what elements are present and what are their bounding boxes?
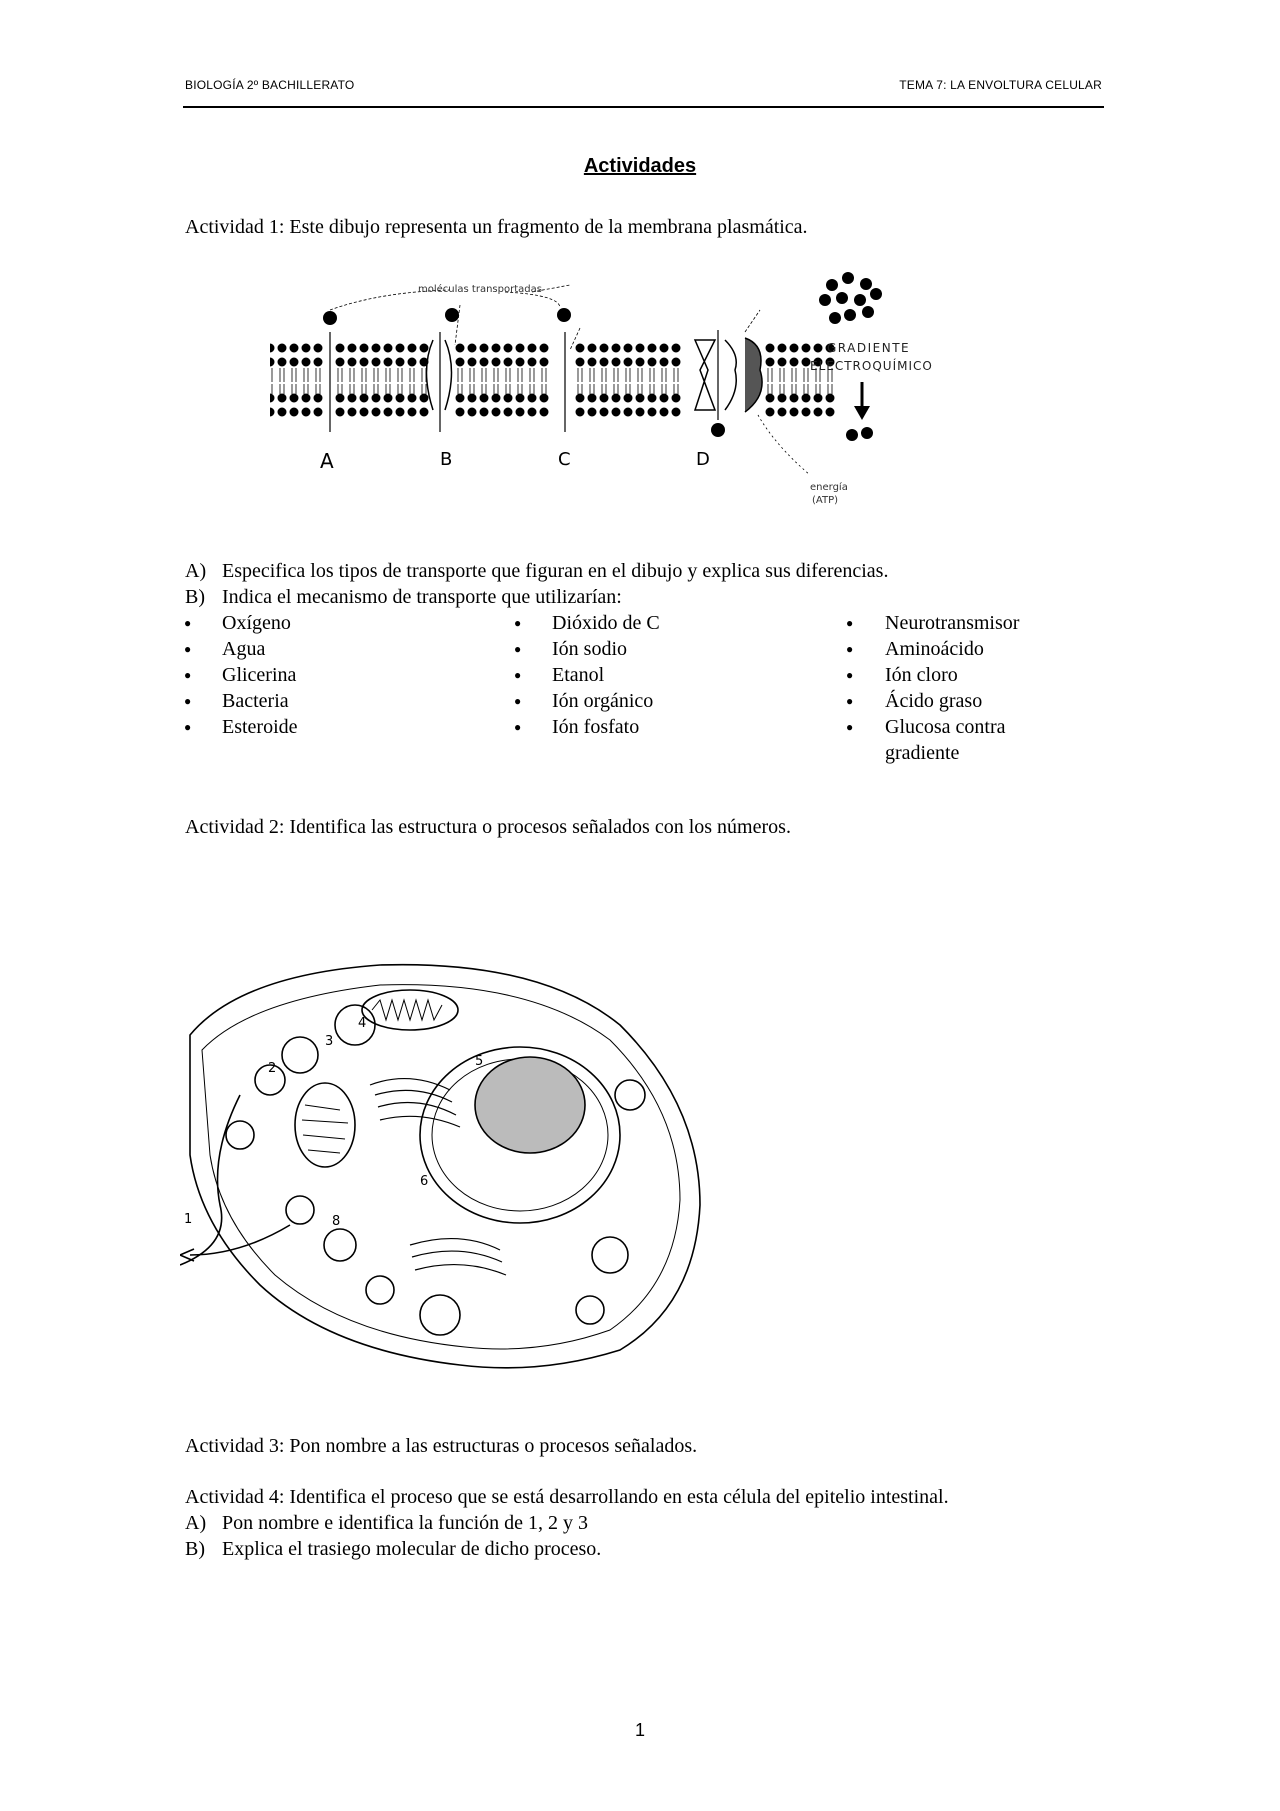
activity1-item-b-label: B) bbox=[185, 586, 205, 608]
list-item: Agua bbox=[222, 638, 266, 660]
activity4-item-b-text: Explica el trasiego molecular de dicho proceso. bbox=[222, 1538, 602, 1560]
header-subject: BIOLOGÍA 2º BACHILLERATO bbox=[185, 78, 355, 92]
list-item: Ión cloro bbox=[885, 664, 958, 686]
gradient-label-line1: GRADIENTE bbox=[827, 341, 911, 355]
list-item: Ácido graso bbox=[885, 690, 983, 712]
list-item: Dióxido de C bbox=[552, 612, 660, 634]
bullet-icon: ● bbox=[846, 668, 854, 682]
list-item: Etanol bbox=[552, 664, 605, 686]
energy-label-line2: (ATP) bbox=[812, 495, 839, 506]
transported-molecules bbox=[323, 308, 725, 437]
cell-label-1: 1 bbox=[184, 1212, 193, 1227]
header-divider bbox=[183, 106, 1104, 108]
activity4-item-a-text: Pon nombre e identifica la función de 1, 2 y 3 bbox=[222, 1512, 589, 1534]
cell-label-8: 8 bbox=[332, 1214, 341, 1229]
bullet-icon: ● bbox=[514, 720, 522, 734]
cell-label-4: 4 bbox=[358, 1016, 367, 1031]
list-item: Ión fosfato bbox=[552, 716, 640, 738]
page-title: Actividades bbox=[583, 155, 697, 177]
cell-diagram bbox=[180, 955, 720, 1375]
activity1-item-a-label: A) bbox=[185, 560, 207, 582]
label-a: A bbox=[320, 449, 334, 473]
bullet-icon: ● bbox=[514, 616, 522, 630]
activity4-item-b-label: B) bbox=[185, 1538, 205, 1560]
transported-molecules-label: moléculas transportadas bbox=[418, 284, 542, 295]
list-item-continuation: gradiente bbox=[885, 742, 960, 764]
bullet-icon: ● bbox=[184, 616, 192, 630]
cell-label-6: 6 bbox=[420, 1174, 429, 1189]
list-item: Esteroide bbox=[222, 716, 298, 738]
bullet-icon: ● bbox=[184, 668, 192, 682]
list-item: Ión orgánico bbox=[552, 690, 654, 712]
list-item: Bacteria bbox=[222, 690, 289, 712]
activity2-statement: Actividad 2: Identifica las estructura o procesos señalados con los números. bbox=[185, 816, 791, 838]
activity1-item-b-text: Indica el mecanismo de transporte que utilizarían: bbox=[222, 586, 622, 608]
activity4-item-a-label: A) bbox=[185, 1512, 207, 1534]
energy-label-line1: energía bbox=[810, 482, 848, 493]
list-item: Glicerina bbox=[222, 664, 297, 686]
bullet-icon: ● bbox=[846, 694, 854, 708]
list-item: Neurotransmisor bbox=[885, 612, 1020, 634]
activity4-statement: Actividad 4: Identifica el proceso que se está desarrollando en esta célula del epitelio intestinal. bbox=[185, 1486, 949, 1508]
bullet-icon: ● bbox=[184, 642, 192, 656]
activity3-statement: Actividad 3: Pon nombre a las estructuras o procesos señalados. bbox=[185, 1435, 698, 1457]
bullet-icon: ● bbox=[184, 694, 192, 708]
bullet-icon: ● bbox=[846, 616, 854, 630]
list-item: Ión sodio bbox=[552, 638, 627, 660]
label-c: C bbox=[558, 449, 571, 470]
page-number: 1 bbox=[634, 1720, 645, 1740]
membrane-transport-diagram bbox=[270, 270, 990, 515]
list-item: Glucosa contra bbox=[885, 716, 1006, 738]
header-topic: TEMA 7: LA ENVOLTURA CELULAR bbox=[899, 78, 1102, 92]
activity1-item-a-text: Especifica los tipos de transporte que figuran en el dibujo y explica sus diferencias. bbox=[222, 560, 889, 582]
bullet-icon: ● bbox=[514, 694, 522, 708]
gradient-label-line2: ELECTROQUÍMICO bbox=[810, 359, 933, 373]
bullet-icon: ● bbox=[514, 668, 522, 682]
bullet-icon: ● bbox=[846, 720, 854, 734]
label-b: B bbox=[440, 449, 453, 470]
bullet-icon: ● bbox=[514, 642, 522, 656]
cell-label-2: 2 bbox=[268, 1061, 277, 1076]
list-item: Oxígeno bbox=[222, 612, 291, 634]
list-item: Aminoácido bbox=[885, 638, 984, 660]
label-d: D bbox=[696, 449, 710, 470]
cell-label-3: 3 bbox=[325, 1034, 334, 1049]
cell-label-5: 5 bbox=[475, 1054, 484, 1069]
bullet-icon: ● bbox=[184, 720, 192, 734]
activity1-statement: Actividad 1: Este dibujo representa un fragmento de la membrana plasmática. bbox=[185, 216, 808, 238]
bullet-icon: ● bbox=[846, 642, 854, 656]
